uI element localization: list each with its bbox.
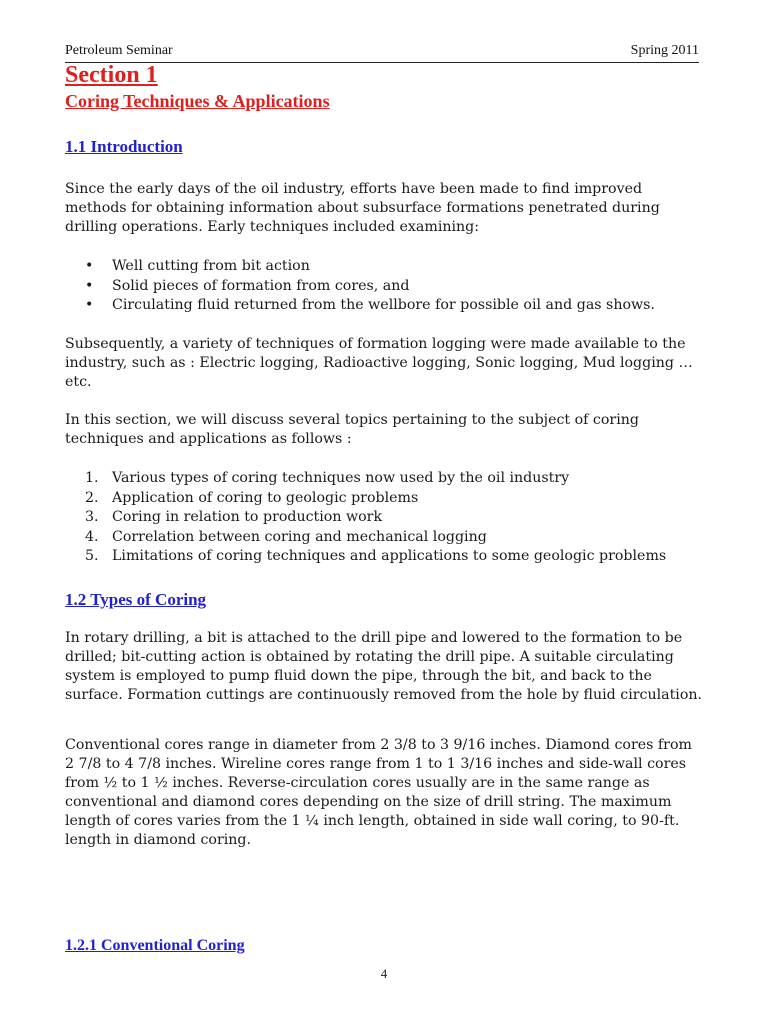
page-number: 4	[380, 966, 388, 981]
section-title: Section 1	[65, 62, 158, 88]
intro-paragraph-2: Subsequently, a variety of techniques of formation logging were made available to the industry, such as : Electric logging, Radioactive logging, Sonic logging, Mud logging …etc.	[65, 336, 693, 390]
list-item: 1. Various types of coring techniques now used by the oil industry	[85, 470, 570, 486]
list-item: 2. Application of coring to geologic problems	[85, 489, 419, 506]
header-course-name: Petroleum Seminar	[65, 43, 173, 58]
intro-paragraph-1: Since the early days of the oil industry, efforts have been made to find improved methods for obtaining information about subsurface formations penetrated during drilling operations. Early techniques included examining:	[65, 181, 660, 235]
types-paragraph-2: Conventional cores range in diameter from 2 3/8 to 3 9/16 inches. Diamond cores from 2 7/8 to 4 7/8 inches. Wireline cores range from 1 to 1 3/16 inches and side-wall cores from ½ to 1 ½ inches. Reverse-circulation cores usually are in the same range as conventional and diamond cores depending on the size of drill string. The maximum length of cores varies from the 1 ¼ inch length, obtained in side wall coring, to 90-ft. length in diamond coring.	[65, 737, 692, 848]
header-term: Spring 2011	[630, 43, 699, 58]
section-subtitle: Coring Techniques & Applications	[65, 91, 330, 111]
types-paragraph-1: In rotary drilling, a bit is attached to the drill pipe and lowered to the formation to be drilled; bit-cutting action is obtained by rotating the drill pipe. A suitable circulating system is employed to pump fluid down the pipe, through the bit, and back to the surface. Formation cuttings are continuously removed from the hole by fluid circulation.	[65, 630, 703, 703]
early-techniques-list	[65, 257, 715, 316]
page-header	[65, 43, 699, 63]
topics-list	[65, 469, 715, 567]
list-item: 5. Limitations of coring techniques and applications to some geologic problems	[85, 548, 667, 564]
heading-types-of-coring: 1.2 Types of Coring	[65, 590, 207, 609]
list-item: • Well cutting from bit action	[85, 258, 310, 274]
heading-conventional-coring: 1.2.1 Conventional Coring	[65, 937, 245, 954]
heading-introduction: 1.1 Introduction	[65, 137, 183, 156]
intro-paragraph-3: In this section, we will discuss several topics pertaining to the subject of coring techniques and applications as follows :	[65, 412, 639, 447]
list-item: 3. Coring in relation to production work	[85, 509, 383, 525]
list-item: • Circulating fluid returned from the wellbore for possible oil and gas shows.	[85, 297, 655, 313]
list-item: 4. Correlation between coring and mechanical logging	[85, 528, 487, 545]
list-item: • Solid pieces of formation from cores, and	[85, 277, 410, 294]
